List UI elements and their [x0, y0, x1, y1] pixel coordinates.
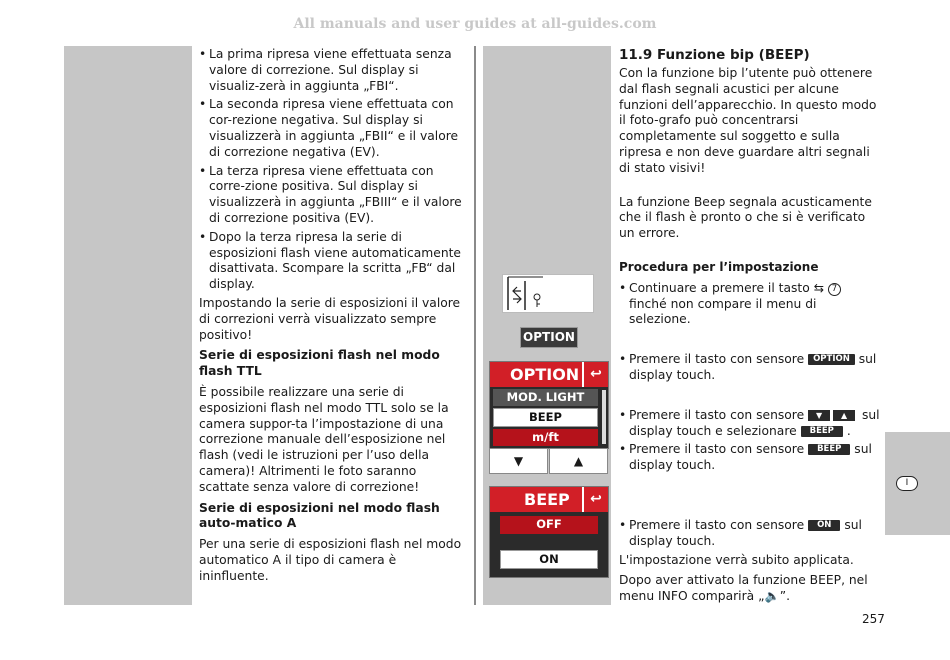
right-column [619, 47, 881, 610]
left-column [199, 47, 467, 590]
paragraph: L'impostazione verrà subito applicata. [619, 552, 854, 567]
list-item: • Continuare a premere il tasto ⇆ 7 finché non compare il menu di selezione. [619, 281, 881, 328]
paragraph: Per una serie di esposizioni flash nel modo automatico A il tipo di camera è ininfluente. [199, 537, 462, 583]
paragraph: La funzione Beep segnala acusticamente che il flash è pronto o che si è verificato un errore. [619, 194, 872, 241]
subheading: Procedura per l’impostazione [619, 259, 819, 274]
menu-item: MOD. LIGHT [493, 389, 598, 406]
list-item: • La prima ripresa viene effettuata senza valore di correzione. Sul display si visualiz-zerà in aggiunta „FBI“. [199, 47, 452, 93]
left-margin-band [64, 46, 192, 605]
screen-header [490, 487, 608, 512]
section-title: 11.9 Funzione bip (BEEP) [619, 47, 810, 63]
up-arrow-icon: ▲ [549, 448, 608, 474]
list-item: • Dopo la terza ripresa la serie di esposizioni flash viene automaticamente disattivata. Scompare la scritta „FB“ dal display. [199, 229, 462, 292]
screen-title: OPTION [510, 365, 580, 384]
list-item: • Premere il tasto con sensore ON sul display touch. [619, 517, 862, 548]
select-key-icon [503, 275, 593, 312]
swap-arrows-icon: ⇆ [813, 280, 824, 295]
screen-title: BEEP [524, 490, 570, 509]
subheading: Serie di esposizioni nel modo flash auto-matico A [199, 500, 440, 531]
option-tag: OPTION [808, 354, 855, 365]
paragraph: Con la funzione bip l’utente può ottenere dal flash segnali acustici per alcune funzioni dell’apparecchio. In questo modo il foto-grafo può concentrarsi completamente sul soggetto e sulla ripresa e non deve guardare altri segnali di stato visivi! [619, 66, 877, 175]
down-arrow-icon: ▼ [489, 448, 548, 474]
list-item: • Premere il tasto con sensore BEEP sul display touch. [619, 442, 872, 473]
menu-item-selected: BEEP [493, 408, 598, 427]
subheading: Serie di esposizioni flash nel modo flash TTL [199, 348, 440, 379]
option-button-illustration: OPTION [520, 327, 578, 348]
list-item: • Premere il tasto con sensore ▼ ▲ sul display touch e selezionare BEEP . [619, 407, 880, 438]
speaker-icon: 🔈 [764, 589, 780, 604]
scrollbar [602, 390, 606, 444]
paragraph: Dopo aver attivato la funzione BEEP, nel menu INFO comparirà „🔈”. [619, 573, 868, 604]
menu-item: m/ft [493, 429, 598, 446]
watermark: All manuals and user guides at all-guides.com [293, 16, 657, 32]
list-item: • Premere il tasto con sensore OPTION sul display touch. [619, 352, 877, 382]
key-number: 7 [828, 283, 841, 296]
language-marker: I [896, 476, 918, 491]
arrow-buttons [489, 448, 607, 472]
beep-tag: BEEP [801, 426, 843, 437]
screen-header [490, 362, 608, 387]
menu-item: OFF [500, 516, 598, 534]
menu-item-selected: ON [500, 550, 598, 569]
list-item: • La terza ripresa viene effettuata con corre-zione positiva. Sul display si visualizzerà in aggiunta „FBIII“ e il valore di correzione positiva (EV). [199, 163, 462, 225]
on-tag: ON [808, 520, 840, 531]
list-item: • La seconda ripresa viene effettuata con cor-rezione negativa. Sul display si visualizzerà in aggiunta „FBII“ e il valore di correzione negativa (EV). [199, 97, 459, 159]
down-arrow-icon: ▼ [808, 410, 830, 421]
beep-tag: BEEP [808, 444, 850, 455]
paragraph: È possibile realizzare una serie di esposizioni flash nel modo TTL solo se la camera suppor-ta l’impostazione di una correzione manuale dell’esposizione nel flash (vedi le istruzioni per l’uso della camera)! Altrimenti le foto saranno scattate senza valore di correzione! [199, 384, 449, 494]
option-menu-screen [489, 361, 609, 449]
paragraph: Impostando la serie di esposizioni il valore di correzioni verrà visualizzato sempre positivo! [199, 295, 461, 342]
flash-key-illustration [502, 274, 594, 313]
beep-menu-screen [489, 486, 609, 578]
back-icon: ↩ [582, 362, 608, 387]
column-divider [474, 46, 476, 605]
up-arrow-icon: ▲ [833, 410, 855, 421]
back-icon: ↩ [582, 487, 608, 512]
page-number: 257 [862, 612, 885, 626]
